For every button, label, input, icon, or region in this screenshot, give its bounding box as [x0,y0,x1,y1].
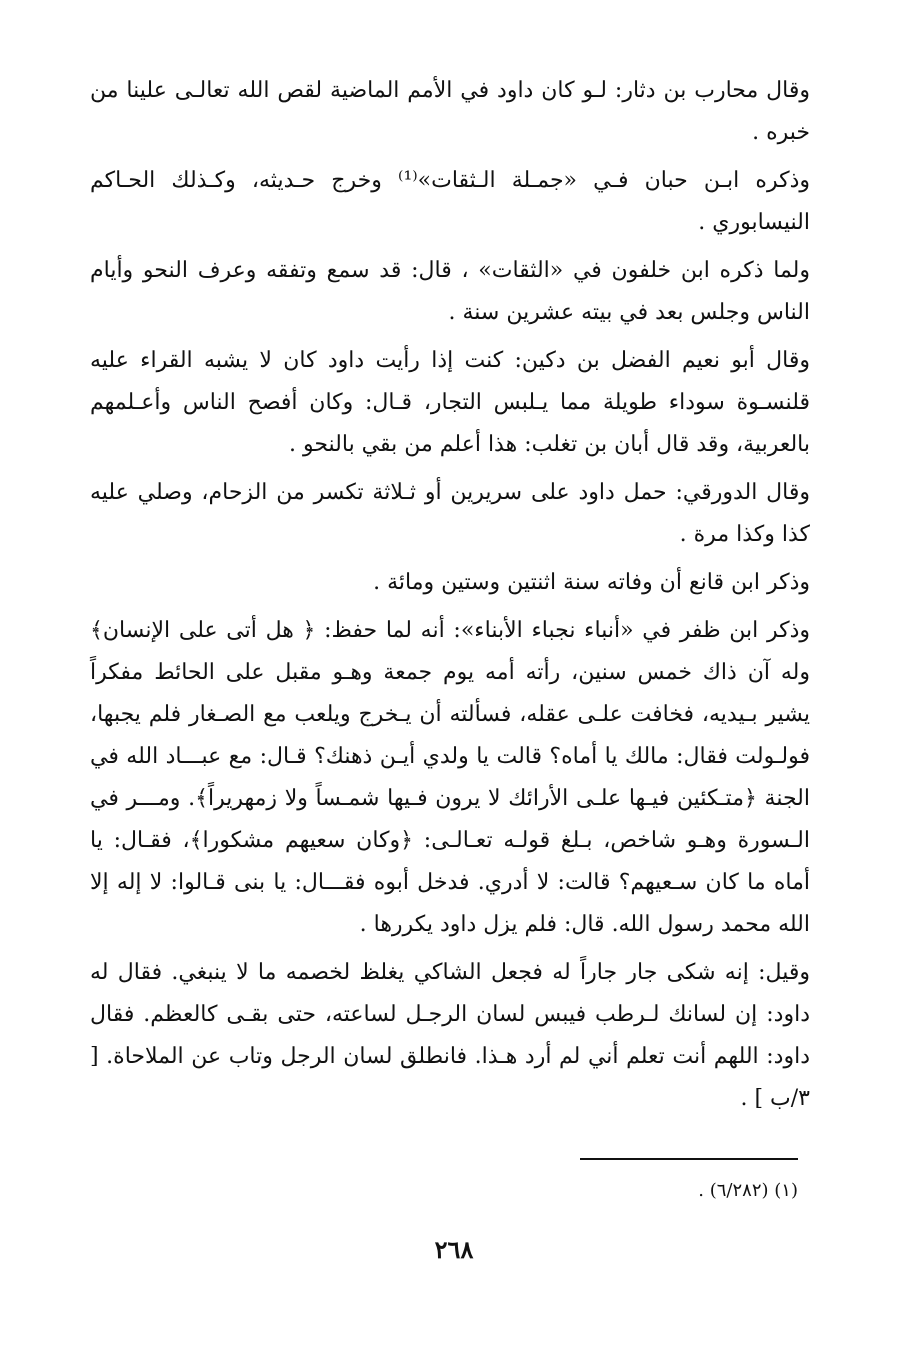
paragraph-3: ولما ذكره ابن خلفون في «الثقات» ، قال: قد سمع وتفقه وعرف النحو وأيام الناس وجلس بعد في بيته عشرين سنة . [90,258,810,325]
paragraph-4: وقال أبو نعيم الفضل بن دكين: كنت إذا رأيت داود كان لا يشبه القراء عليه قلنسـوة سوداء طويلة مما يـلبس التجار، قـال: وكان أفصح الناس وأعـلمهم بالعربية، وقد قال أبان بن تغلب: هذا أعلم من بقي بالنحو . [90,348,810,457]
paragraph-1: وقال محارب بن دثار: لـو كان داود في الأمم الماضية لقص الله تعالـى علينا من خبره . [90,78,810,145]
main-text [90,70,810,1120]
page-number: ٢٦٨ [434,1235,474,1264]
paragraph-7: وذكر ابن ظفر في «أنباء نجباء الأبناء»: أنه لما حفظ: ﴿ هل أتى على الإنسان﴾ وله آن ذاك خمس سنين، رأته أمه يوم جمعة وهـو مقبل على الحائط مفكراً يشير بـيديه، فخافت علـى عقله، فسألته أن يـخرج ويلعب مع الصـغار فلم يجبها، فولـولت فقال: مالك يا أماه؟ قالت يا ولدي أيـن ذهنك؟ قـال: مع عبـــاد الله في الجنة ﴿متـكئين فيـها علـى الأرائك لا يرون فـيها شمـساً ولا زمهريراً﴾. ومـــر في الـسورة وهـو شاخص، بـلغ قولـه تعـالـى: ﴿وكان سعيهم مشكورا﴾، فقـال: يا أماه ما كان سـعيهم؟ قالت: لا أدري. فدخل أبوه فقـــال: يا بنى قـالوا: لا إله إلا الله محمد رسول الله. قال: فلم يزل داود يكررها . [90,618,810,937]
paragraph-8: وقيل: إنه شكى جار جاراً له فجعل الشاكي يغلظ لخصمه ما لا ينبغي. فقال له داود: إن لسانك لـرطب فيبس لسان الرجـل لساعته، حتى بقـى كالعظم. فقال داود: اللهم أنت تعلم أني لم أرد هـذا. فانطلق لسان الرجل وتاب عن الملاحاة. [ ٣/ب ] . [90,960,810,1111]
paragraph-6: وذكر ابن قانع أن وفاته سنة اثنتين وستين ومائة . [373,570,810,595]
footnote-divider [580,1158,798,1160]
paragraph-5: وقال الدورقي: حمل داود على سريرين أو ثـلاثة تكسر من الزحام، وصلي عليه كذا وكذا مرة . [90,480,810,547]
footnote: (١) (٦/٢٨٢) . [698,1180,798,1201]
paragraph-2: وذكره ابـن حبان فـي «جمـلة الـثقات»⁽¹⁾ وخرج حـديثه، وكـذلك الحـاكم النيسابوري . [90,168,810,235]
